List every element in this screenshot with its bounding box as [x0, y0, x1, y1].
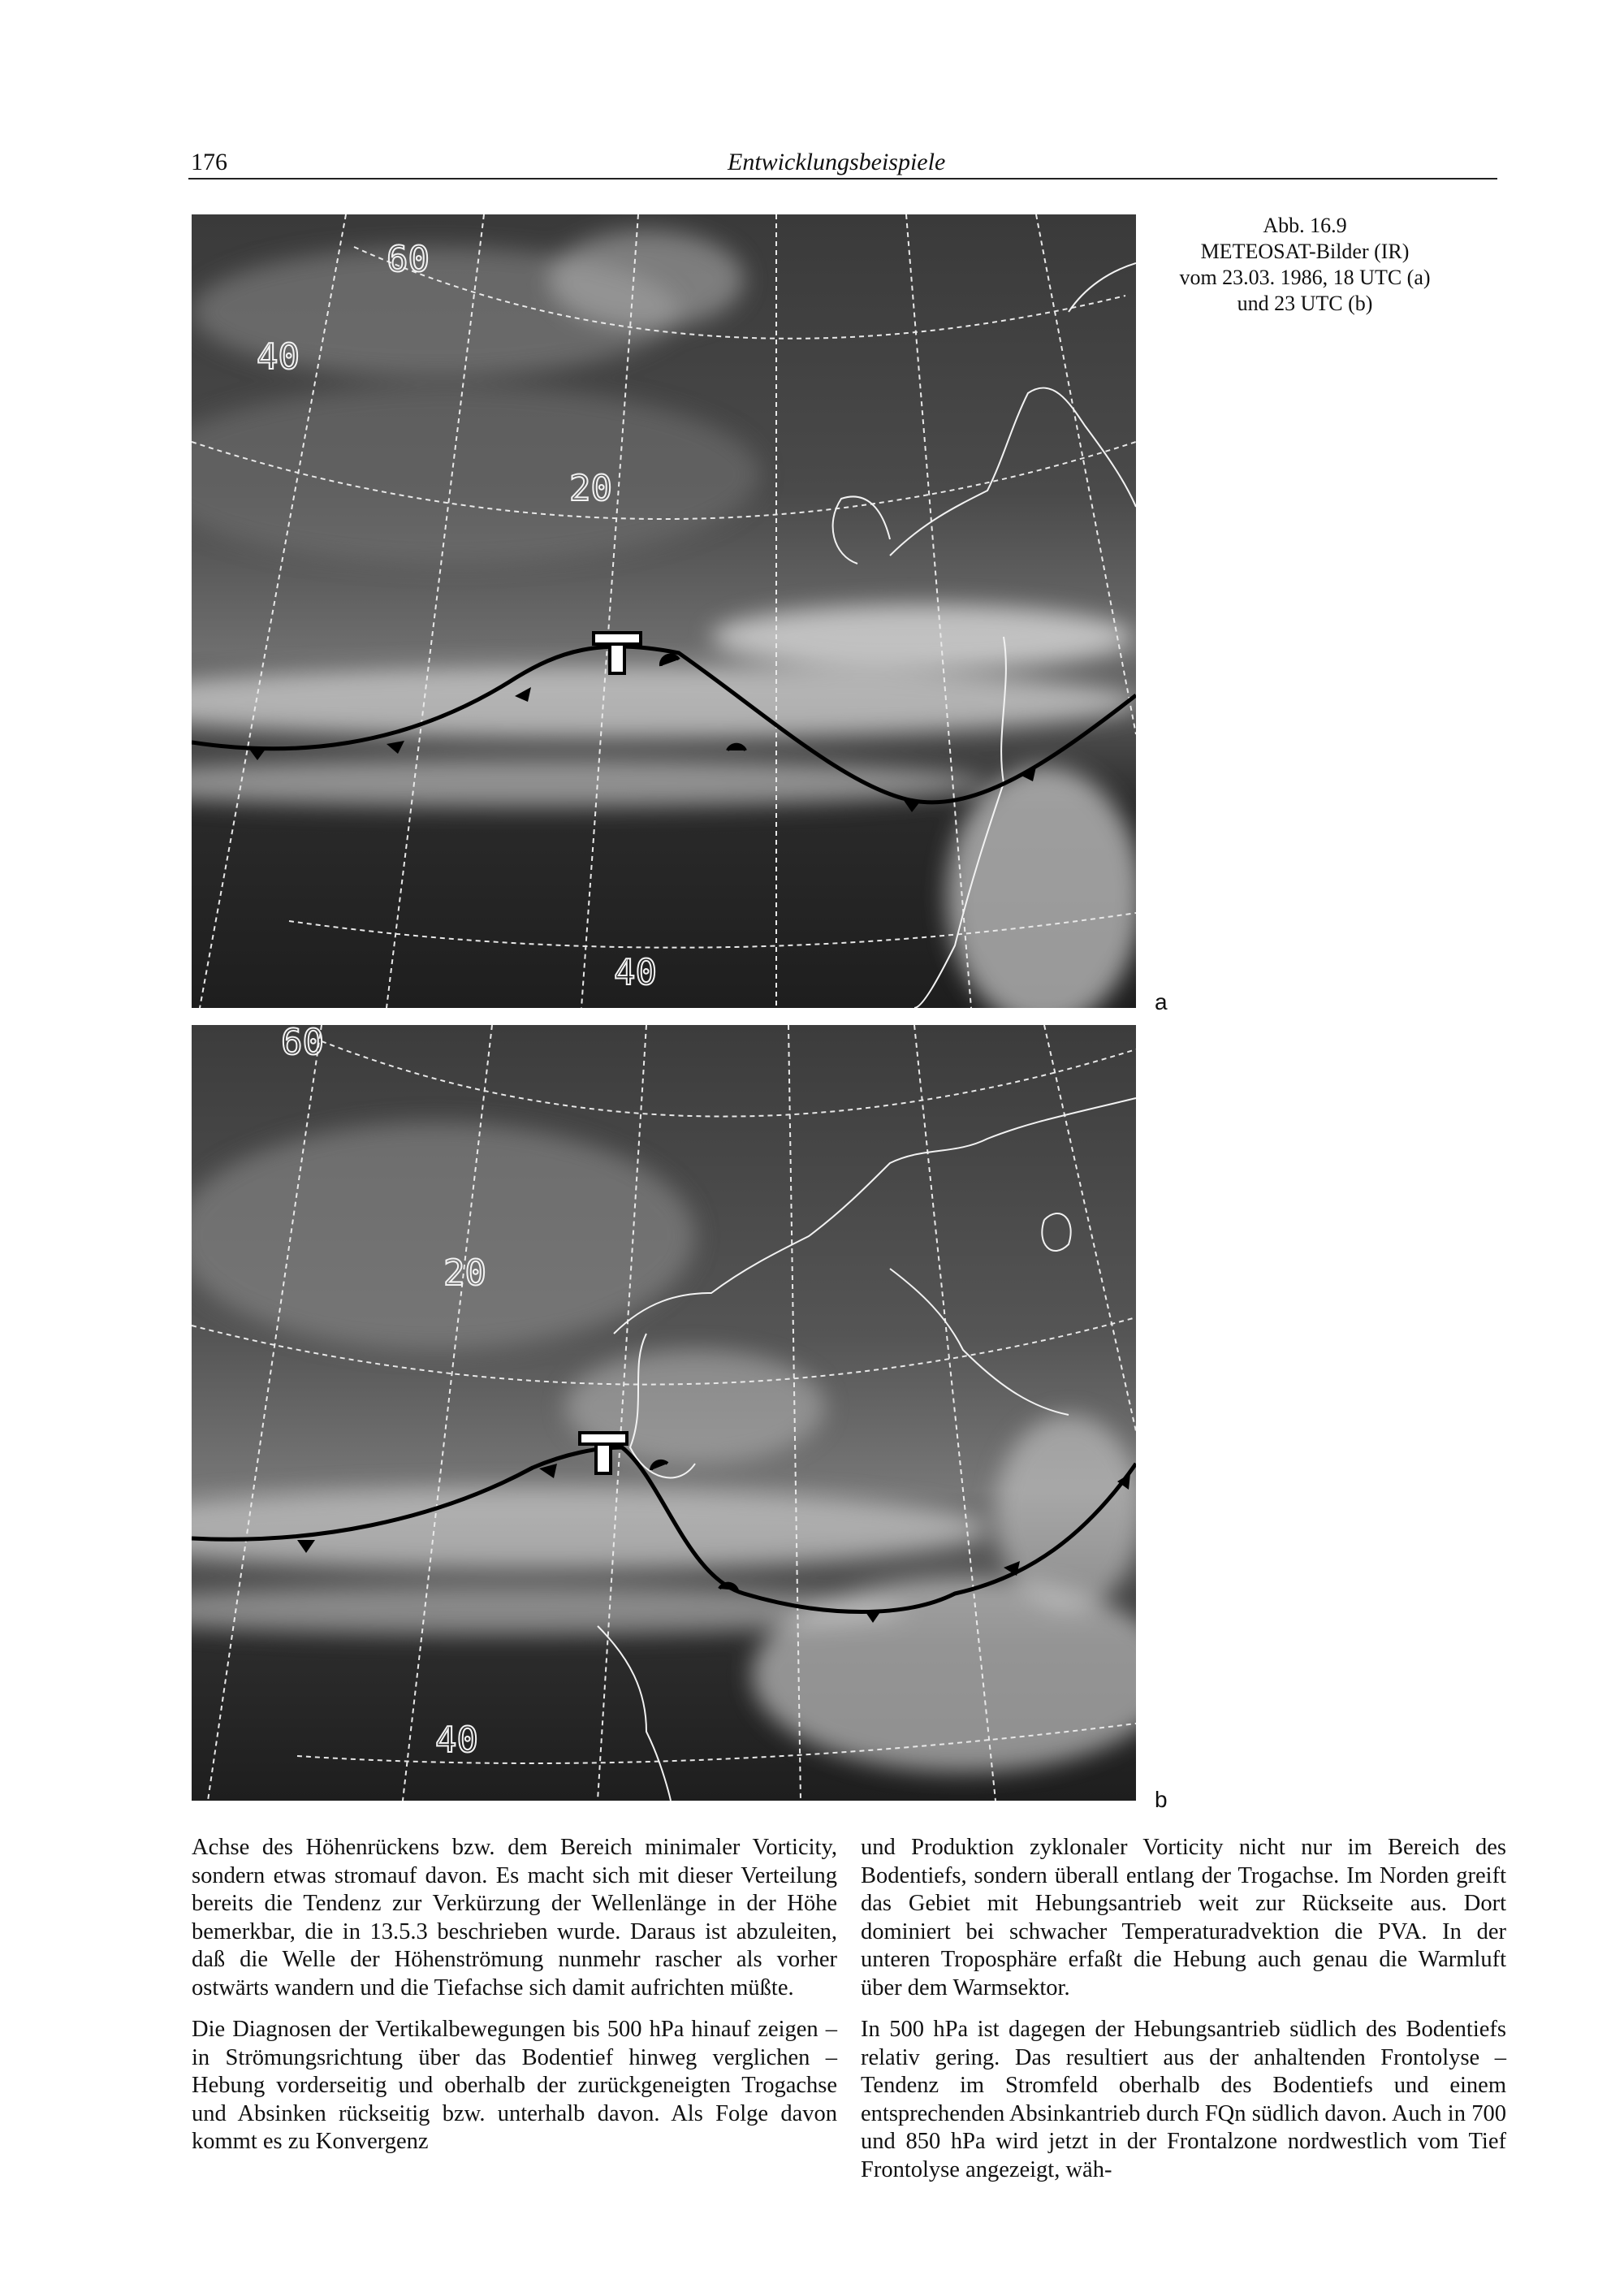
caption-line: vom 23.03. 1986, 18 UTC (a): [1179, 266, 1431, 289]
warm-front-semicircle: [728, 745, 745, 750]
running-title: Entwicklungsbeispiele: [728, 149, 946, 175]
text-column-right: [861, 1834, 1506, 2198]
satellite-image-a: [192, 214, 1136, 1008]
grid-label: 60: [387, 239, 430, 280]
grid-label: 40: [257, 336, 300, 378]
paragraph: Achse des Höhenrückens bzw. dem Bereich minimaler Vorticity, sondern etwas stromauf davon. Es macht sich mit dieser Verteilung bereits die Tendenz zur Verkürzung der Wellenlänge in der Höhe bemerkbar, die in 13.5.3 beschrieben wurde. Daraus ist abzuleiten, daß die Welle der Höhenströmung nunmehr rascher als vorher ostwärts wandern und die Tiefachse sich damit aufrichten müßte.: [192, 1835, 837, 2000]
caption-line: Abb. 16.9: [1263, 214, 1347, 237]
paragraph: Die Diagnosen der Vertikalbewegungen bis 500 hPa hinauf zeigen – in Strömungsrichtung über das Bodentief hinweg verglichen – Hebung vorderseitig und oberhalb der zurückgeneigten Trogachse und Absinken rückseitig bzw. unterhalb davon. Als Folge davon kommt es zu Konvergenz: [192, 2017, 837, 2154]
header-rule: [188, 178, 1497, 179]
satellite-image-b: [192, 1025, 1136, 1801]
panel-letter-a: a: [1155, 989, 1168, 1014]
paragraph: In 500 hPa ist dagegen der Hebungsantrieb südlich des Bodentiefs relativ gering. Das resultiert aus der anhaltenden Frontolyse – Tendenz im Stromfeld oberhalb des Bodentiefs und einem entsprechenden Absinkantrieb durch FQn südlich davon. Auch in 700 und 850 hPa wird jetzt in der Frontalzone nordwestlich vom Tief Frontolyse angezeigt, wäh-: [861, 2017, 1506, 2182]
page-number: 176: [191, 149, 227, 175]
text-column-left: [192, 1834, 837, 2170]
grid-label: 60: [281, 1025, 324, 1063]
grid-label: 40: [614, 952, 657, 993]
panel-letter-b: b: [1155, 1787, 1168, 1812]
grid-label: 20: [569, 468, 612, 509]
caption-line: und 23 UTC (b): [1237, 292, 1373, 315]
grid-label: 40: [435, 1719, 478, 1761]
figure-caption: [1171, 213, 1439, 317]
paragraph: und Produktion zyklonaler Vorticity nicht nur im Bereich des Bodentiefs, sondern überall entlang der Trogachse. Im Norden greift das Gebiet mit Hebungsantrieb weit zur Rückseite aus. Dort dominiert bei schwacher Temperaturadvektion die PVA. In der unteren Troposphäre erfaßt die Hebung auch genau die Warmluft über dem Warmsektor.: [861, 1835, 1506, 2000]
caption-line: METEOSAT-Bilder (IR): [1200, 240, 1410, 263]
grid-label: 20: [443, 1252, 486, 1294]
